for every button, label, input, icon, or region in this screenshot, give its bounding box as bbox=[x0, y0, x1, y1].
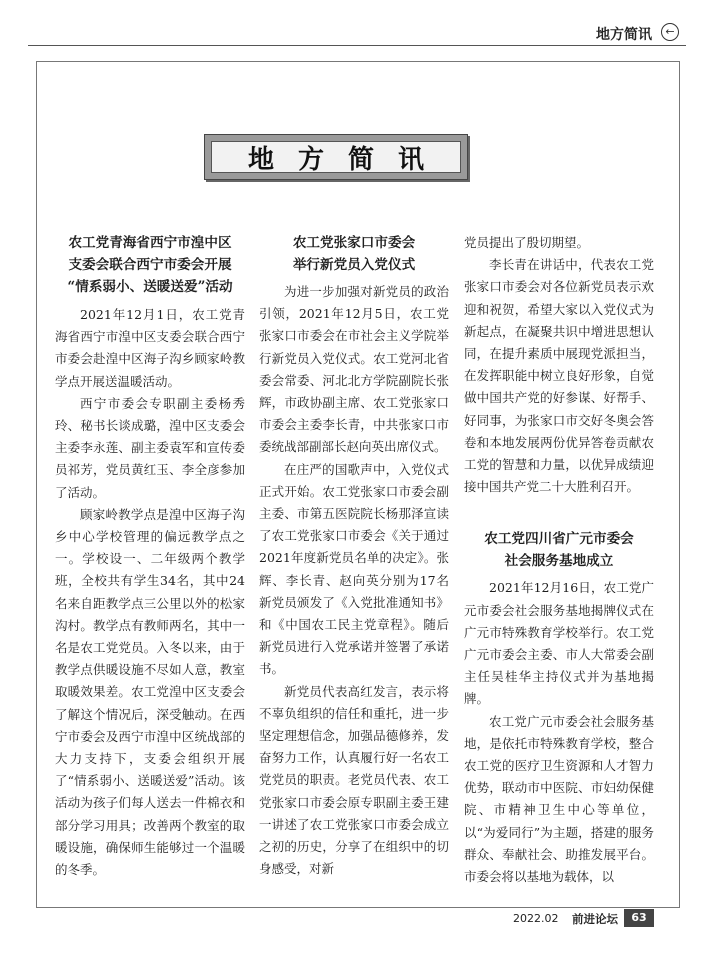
article-2-title-line: 农工党张家口市委会 bbox=[292, 235, 416, 251]
article-1-paragraph: 2021年12月1日，农工党青海省西宁市湟中区支委会联合西宁市委会赴湟中区海子沟乡顾家岭教学点开展送温暖活动。 bbox=[55, 307, 245, 389]
article-2-title bbox=[259, 232, 449, 276]
article-2-title-line: 举行新党员入党仪式 bbox=[292, 257, 416, 273]
article-3-paragraph: 2021年12月16日，农工党广元市委会社会服务基地揭牌仪式在广元市特殊教育学校举行。农工党广元市委会主委、市人大常委会副主任吴桂华主持仪式并为基地揭牌。 bbox=[464, 580, 654, 707]
banner-title: 地方简讯 bbox=[211, 141, 461, 173]
section-header-title: 地方简讯 bbox=[596, 27, 652, 43]
article-1-title-line: 农工党青海省西宁市湟中区 bbox=[68, 235, 232, 251]
article-1-paragraph: 顾家岭教学点是湟中区海子沟乡中心学校管理的偏远教学点之一。学校设一、二年级两个教学班，全校共有学生34名，其中24名来自距教学点三公里以外的松家沟村。教学点有教师两名，其中一名是农工党党员。入冬以来，由于教学点供暖设施不尽如人意，教室取暖效果差。农工党湟中区支委会了解这个情况后，深受触动。在西宁市委会及西宁市湟中区统战部的大力支持下，支委会组织开展了“情系弱小、送暖送爱”活动。该活动为孩子们每人送去一件棉衣和部分学习用具；改善两个教室的取暖设施，确保师生能够过一个温暖的冬季。 bbox=[55, 506, 245, 878]
column-2 bbox=[259, 232, 449, 880]
article-3-title bbox=[464, 528, 654, 572]
issue-date: 2022.02 bbox=[513, 912, 559, 925]
article-2-paragraph: 为进一步加强对新党员的政治引领，2021年12月5日，农工党张家口市委会在市社会主义学院举行新党员入党仪式。农工党河北省委会常委、河北北方学院副院长张辉，市政协副主席、农工党张家口市委会主委李长青，中共张家口市委统战部副部长赵向英出席仪式。 bbox=[259, 284, 449, 455]
article-2-paragraph: 在庄严的国歌声中，入党仪式正式开始。农工党张家口市委会副主委、市第五医院院长杨那泽宣读了农工党张家口市委会《关于通过2021年度新党员名单的决定》。张辉、李长青、赵向英分别为17名新党员颁发了《入党批准通知书》和《中国农工民主党章程》。随后新党员进行入党承诺并签署了承诺书。 bbox=[259, 461, 449, 677]
article-1-paragraph: 西宁市委会专职副主委杨秀玲、秘书长谈成璐，湟中区支委会主委李永莲、副主委袁军和宣传委员祁芳，党员黄红玉、李全彦参加了活动。 bbox=[55, 395, 245, 500]
article-1-title-line: “情系弱小、送暖送爱”活动 bbox=[67, 279, 233, 295]
column-1 bbox=[55, 232, 245, 881]
column-3 bbox=[464, 232, 654, 888]
article-3-paragraph: 农工党广元市委会社会服务基地，是依托市特殊教育学校，整合农工党的医疗卫生资源和人才智力优势，联动市中医院、市妇幼保健院、市精神卫生中心等单位，以“为爱同行”为主题，搭建的服务群众、奉献社会、助推发展平台。市委会将以基地为载体，以 bbox=[464, 713, 654, 885]
article-2-continued-paragraph: 李长青在讲话中，代表农工党张家口市委会对各位新党员表示欢迎和祝贺，希望大家以入党仪式为新起点，在凝聚共识中增进思想认同，在提升素质中展现党派担当，在发挥职能中树立良好形象，自觉做中国共产党的好参谋、好帮手、好同事，为张家口市交好冬奥会答卷和本地发展两份优异答卷贡献农工党的智慧和力量，以优异成绩迎接中国共产党二十大胜利召开。 bbox=[464, 257, 654, 495]
magazine-name: 前进论坛 bbox=[572, 912, 618, 926]
header-divider bbox=[28, 45, 686, 46]
page-number: 63 bbox=[624, 909, 654, 927]
article-3-title-line: 农工党四川省广元市委会 bbox=[484, 531, 634, 548]
article-1-title-line: 支委会联合西宁市委会开展 bbox=[68, 257, 232, 273]
article-1-title bbox=[55, 232, 245, 298]
section-banner bbox=[204, 134, 468, 180]
article-2-paragraph: 新党员代表高红发言，表示将不辜负组织的信任和重托，进一步坚定理想信念，加强品德修养，发奋努力工作，认真履行好一名农工党党员的职责。老党员代表、农工党张家口市委会原专职副主委王建一讲述了农工党张家口市委会成立之初的历史，分享了在组织中的切身感受，对新 bbox=[259, 683, 449, 877]
circle-arrow-left-icon: ← bbox=[661, 23, 679, 41]
article-3-title-line: 社会服务基地成立 bbox=[504, 553, 614, 570]
article-2-continued-paragraph: 党员提出了殷切期望。 bbox=[464, 235, 590, 250]
